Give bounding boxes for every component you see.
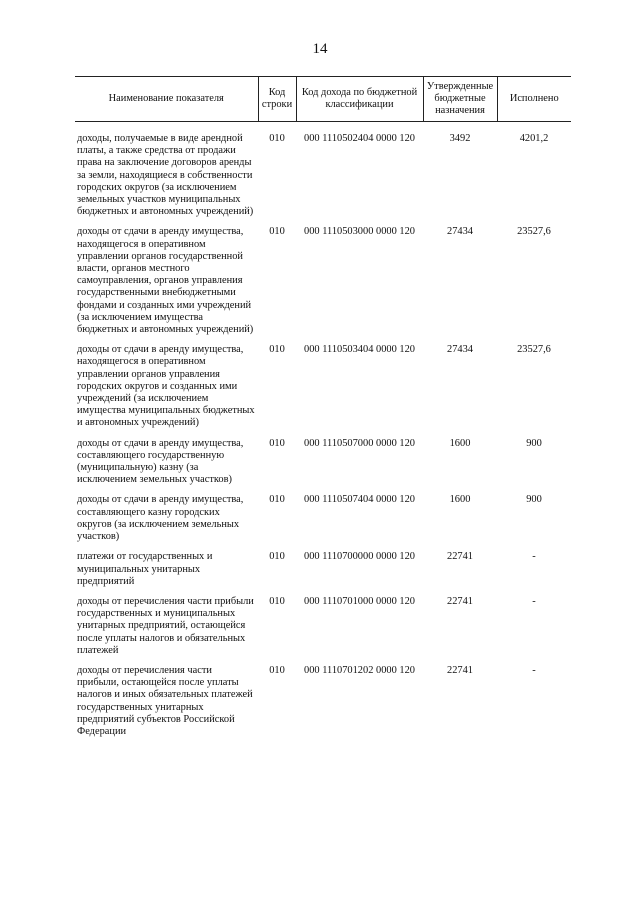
table-row <box>75 226 571 344</box>
table-row <box>75 596 571 665</box>
executed-value: - <box>532 664 536 676</box>
income-code: 000 1110503404 0000 120 <box>304 344 415 356</box>
executed-value: 23527,6 <box>517 226 551 238</box>
header-row-code: Код строки <box>258 77 296 122</box>
indicator-name: доходы от перечисления части прибыли государственных и муниципальных унитарных предприятий, остающейся после уплаты налогов и обязательных платежей <box>77 595 254 656</box>
header-executed: Исполнено <box>497 77 571 122</box>
indicator-name: доходы от сдачи в аренду имущества, составляющего государственную (муниципальную) казну (за исключением земельных участков) <box>77 437 244 486</box>
income-code: 000 1110507000 0000 120 <box>304 437 415 449</box>
page-number: 14 <box>312 41 328 57</box>
approved-value: 22741 <box>447 664 473 676</box>
table-row <box>75 133 571 226</box>
indicator-name: доходы от сдачи в аренду имущества, находящегося в оперативном управлении органов государственной власти, органов местного самоуправления, органов управления государственными внебюджетными фондами и созданных ими учреждений (за исключением имущества бюджетных и автономных учреждений) <box>77 226 254 336</box>
row-code: 010 <box>269 437 285 449</box>
header-indicator-name: Наименование показателя <box>75 77 258 122</box>
approved-value: 3492 <box>449 133 471 144</box>
executed-value: 900 <box>526 437 542 449</box>
indicator-name: платежи от государственных и муниципальных унитарных предприятий <box>77 551 213 587</box>
row-code: 010 <box>269 551 285 563</box>
income-table <box>75 76 571 746</box>
row-code: 010 <box>269 494 285 506</box>
approved-value: 27434 <box>447 344 473 356</box>
indicator-name: доходы от сдачи в аренду имущества, находящегося в оперативном управлении органов управления городских округов и созданных ими учреждений (за исключением имущества муниципальных бюджетных и автономных учреждений) <box>77 344 255 429</box>
income-code: 000 1110700000 0000 120 <box>304 551 415 563</box>
indicator-name: доходы от сдачи в аренду имущества, составляющего казну городских округов (за исключением земельных участков) <box>77 494 244 543</box>
income-code: 000 1110701202 0000 120 <box>304 664 415 676</box>
table-row <box>75 665 571 746</box>
executed-value: 900 <box>526 494 542 506</box>
row-code: 010 <box>269 664 285 676</box>
approved-value: 1600 <box>449 437 471 449</box>
income-code: 000 1110701000 0000 120 <box>304 595 415 607</box>
executed-value: 4201,2 <box>519 133 549 144</box>
row-code: 010 <box>269 226 285 238</box>
executed-value: - <box>532 551 536 563</box>
indicator-name: доходы, получаемые в виде арендной платы, а также средства от продажи права на заключение договоров аренды за земли, находящиеся в собственности городских округов (за исключением земельных участков муниципальных бюджетных и автономных учреждений) <box>77 133 254 218</box>
header-income-code: Код дохода по бюджетной классификации <box>296 77 423 122</box>
table-row <box>75 438 571 495</box>
approved-value: 22741 <box>447 551 473 563</box>
header-approved: Утвержденные бюджетные назначения <box>423 77 497 122</box>
row-code: 010 <box>269 344 285 356</box>
table-row <box>75 551 571 596</box>
executed-value: 23527,6 <box>517 344 551 356</box>
indicator-name: доходы от перечисления части прибыли, остающейся после уплаты налогов и иных обязательных платежей государственных унитарных предприятий субъектов Российской Федерации <box>77 664 253 737</box>
approved-value: 27434 <box>447 226 473 238</box>
income-code: 000 1110503000 0000 120 <box>304 226 415 238</box>
income-code: 000 1110502404 0000 120 <box>304 133 415 144</box>
row-code: 010 <box>269 133 285 144</box>
income-code: 000 1110507404 0000 120 <box>304 494 415 506</box>
table-row <box>75 494 571 551</box>
table-header-row <box>75 77 571 122</box>
row-code: 010 <box>269 595 285 607</box>
approved-value: 22741 <box>447 595 473 607</box>
approved-value: 1600 <box>449 494 471 506</box>
table-row <box>75 344 571 437</box>
executed-value: - <box>532 595 536 607</box>
